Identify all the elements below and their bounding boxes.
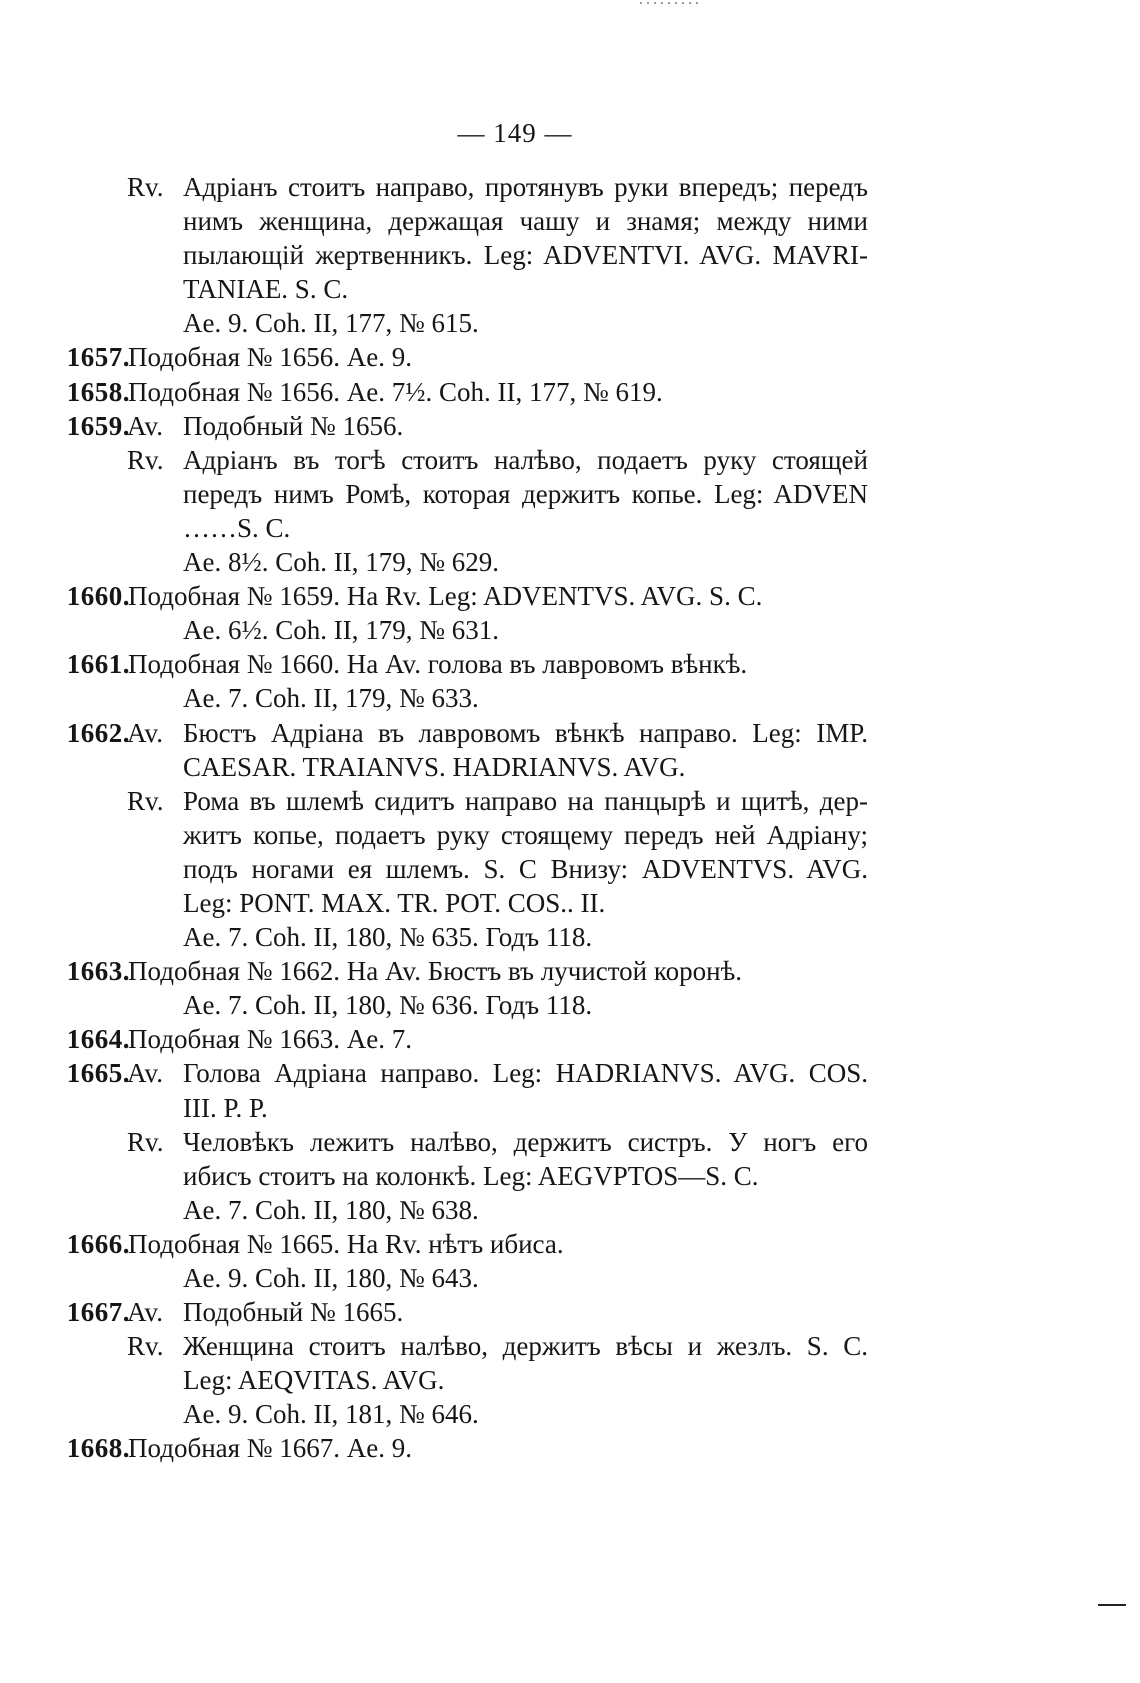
coin-reference: Ae. 9. Coh. II, 181, № 646. — [183, 1399, 479, 1430]
catalog-line — [0, 852, 1140, 886]
obverse-label: Av. — [127, 1058, 163, 1089]
entry-number: 1668. — [66, 1433, 130, 1464]
margin-dash — [1098, 1604, 1126, 1606]
catalog-line — [0, 920, 1140, 954]
obverse-label: Av. — [127, 1297, 163, 1328]
catalog-entry-line — [0, 716, 1140, 750]
catalog-line — [0, 1091, 1140, 1125]
coin-reference: Ae. 7. Coh. II, 180, № 635. Годъ 118. — [183, 922, 593, 953]
entry-number: 1659. — [66, 410, 130, 441]
catalog-line — [0, 681, 1140, 715]
catalog-line — [0, 511, 1140, 545]
entry-text: Адріанъ въ тогѣ стоитъ налѣво, подаетъ руку стоящей — [183, 444, 868, 475]
catalog-entry-line — [0, 1295, 1140, 1329]
reverse-label: Rv. — [127, 444, 164, 475]
scan-specks — [640, 2, 700, 4]
catalog-line — [0, 1363, 1140, 1397]
entry-number: 1662. — [66, 717, 130, 748]
coin-reference: Ae. 7. Coh. II, 179, № 633. — [183, 683, 479, 714]
entry-number: 1666. — [66, 1228, 130, 1259]
entry-text: Подобная № 1663. Ae. 7. — [128, 1024, 413, 1055]
entry-text: Подобная № 1667. Ae. 9. — [128, 1433, 413, 1464]
entry-text: Рома въ шлемѣ сидитъ направо на панцырѣ и щитѣ, дер- — [183, 785, 868, 816]
entry-text: подъ ногами ея шлемъ. S. C Внизу: ADVENTVS. AVG. — [183, 853, 868, 884]
catalog-line — [0, 1261, 1140, 1295]
entry-number: 1663. — [66, 956, 130, 987]
catalog-entry-line — [0, 647, 1140, 681]
reverse-label: Rv. — [127, 1126, 164, 1157]
obverse-label: Av. — [127, 410, 163, 441]
catalog-entry-line — [0, 1431, 1140, 1465]
catalog-line — [0, 545, 1140, 579]
entry-text: Подобная № 1659. На Rv. Leg: ADVENTVS. AVG. S. C. — [128, 581, 763, 612]
catalog-entries — [0, 170, 1140, 1466]
entry-text: Подобный № 1656. — [183, 410, 404, 441]
entry-number: 1661. — [66, 649, 130, 680]
catalog-entry-line — [0, 954, 1140, 988]
coin-reference: Ae. 8½. Coh. II, 179, № 629. — [183, 547, 499, 578]
entry-number: 1658. — [66, 376, 130, 407]
catalog-line — [0, 750, 1140, 784]
catalog-line — [0, 1329, 1140, 1363]
entry-number: 1660. — [66, 581, 130, 612]
entry-number: 1665. — [66, 1058, 130, 1089]
catalog-line — [0, 613, 1140, 647]
obverse-label: Av. — [127, 717, 163, 748]
entry-number: 1657. — [66, 342, 130, 373]
catalog-entry-line — [0, 340, 1140, 374]
catalog-entry-line — [0, 579, 1140, 613]
catalog-line — [0, 272, 1140, 306]
coin-reference: Ae. 7. Coh. II, 180, № 638. — [183, 1194, 479, 1225]
entry-text: Leg: AEQVITAS. AVG. — [183, 1365, 445, 1396]
entry-text: Подобная № 1656. Ae. 9. — [128, 342, 413, 373]
entry-text: передъ нимъ Ромѣ, которая держитъ копье. Leg: ADVEN — [183, 478, 868, 509]
catalog-line — [0, 1159, 1140, 1193]
entry-text: Человѣкъ лежитъ налѣво, держитъ систръ. У ногъ его — [183, 1126, 868, 1157]
entry-number: 1667. — [66, 1297, 130, 1328]
catalog-line — [0, 784, 1140, 818]
catalog-entry-line — [0, 1227, 1140, 1261]
coin-reference: Ae. 6½. Coh. II, 179, № 631. — [183, 615, 499, 646]
entry-text: Бюстъ Адріана въ лавровомъ вѣнкѣ направо. Leg: IMP. — [183, 717, 868, 748]
catalog-entry-line — [0, 1022, 1140, 1056]
catalog-line — [0, 886, 1140, 920]
entry-text: ……S. C. — [183, 512, 291, 543]
entry-text: Подобная № 1660. На Av. голова въ лавровомъ вѣнкѣ. — [128, 649, 748, 680]
catalog-line — [0, 443, 1140, 477]
entry-text: житъ копье, подаетъ руку стоящему передъ ней Адріану; — [183, 819, 868, 850]
entry-text: Адріанъ стоитъ направо, протянувъ руки впередъ; передъ — [183, 172, 868, 202]
catalog-entry-line — [0, 1056, 1140, 1090]
entry-text: Подобная № 1656. Ae. 7½. Coh. II, 177, № 619. — [128, 376, 663, 407]
reverse-label: Rv. — [127, 172, 164, 202]
catalog-line — [0, 1125, 1140, 1159]
entry-text: ибисъ стоитъ на колонкѣ. Leg: AEGVPTOS—S. C. — [183, 1160, 759, 1191]
entry-text: Голова Адріана направо. Leg: HADRIANVS. AVG. COS. — [183, 1058, 868, 1089]
entry-text: CAESAR. TRAIANVS. HADRIANVS. AVG. — [183, 751, 686, 782]
reverse-label: Rv. — [127, 1331, 164, 1362]
catalog-line — [0, 988, 1140, 1022]
catalog-line — [0, 477, 1140, 511]
entry-text: TANIAE. S. C. — [183, 274, 349, 305]
catalog-line — [0, 1397, 1140, 1431]
entry-number: 1664. — [66, 1024, 130, 1055]
entry-text: Женщина стоитъ налѣво, держитъ вѣсы и жезлъ. S. C. — [183, 1331, 868, 1362]
page-number: — 149 — — [457, 118, 573, 148]
coin-reference: Ae. 9. Coh. II, 180, № 643. — [183, 1263, 479, 1293]
catalog-line — [0, 818, 1140, 852]
entry-text: пылающій жертвенникъ. Leg: ADVENTVI. AVG. MAVRI- — [183, 240, 868, 271]
catalog-entry-line — [0, 409, 1140, 443]
coin-reference: Ae. 7. Coh. II, 180, № 636. Годъ 118. — [183, 990, 593, 1021]
reverse-label: Rv. — [127, 785, 164, 816]
coin-reference: Ae. 9. Coh. II, 177, № 615. — [183, 308, 479, 339]
catalog-line — [0, 306, 1140, 340]
catalog-entry-line — [0, 375, 1140, 409]
entry-text: Подобная № 1662. На Av. Бюстъ въ лучистой коронѣ. — [128, 956, 742, 987]
catalog-line — [0, 238, 1140, 272]
catalog-line — [0, 1193, 1140, 1227]
entry-text: Подобный № 1665. — [183, 1297, 404, 1328]
catalog-line — [0, 204, 1140, 238]
entry-text: Leg: PONT. MAX. TR. POT. COS.. II. — [183, 887, 606, 918]
entry-text: нимъ женщина, держащая чашу и знамя; между ними — [183, 206, 868, 237]
catalog-line — [0, 170, 1140, 204]
entry-text: III. P. P. — [183, 1092, 268, 1123]
entry-text: Подобная № 1665. На Rv. нѣтъ ибиса. — [128, 1228, 564, 1259]
